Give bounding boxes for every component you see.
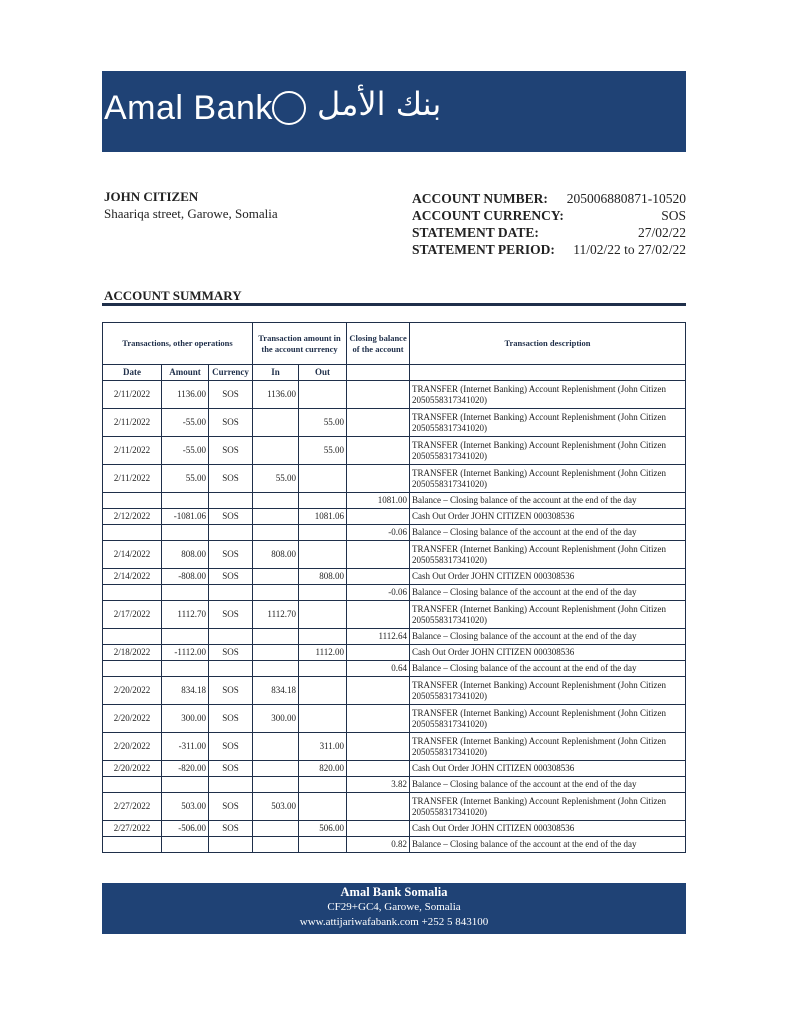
cell-amount: 1112.70 [162, 601, 209, 629]
cell-out [299, 629, 347, 645]
table-row [103, 777, 686, 793]
cell-closing-balance [347, 437, 410, 465]
cell-out [299, 777, 347, 793]
table-row [103, 677, 686, 705]
cell-in [253, 437, 299, 465]
table-row [103, 629, 686, 645]
cell-out [299, 677, 347, 705]
cell-amount: 503.00 [162, 793, 209, 821]
cell-amount: -808.00 [162, 569, 209, 585]
cell-currency: SOS [209, 409, 253, 437]
cell-closing-balance [347, 793, 410, 821]
cell-description: TRANSFER (Internet Banking) Account Replenishment (John Citizen 2050558317341020) [410, 437, 686, 465]
header-empty [347, 365, 410, 381]
cell-date [103, 661, 162, 677]
cell-date [103, 525, 162, 541]
cell-date: 2/27/2022 [103, 793, 162, 821]
cell-closing-balance: -0.06 [347, 585, 410, 601]
cell-currency: SOS [209, 677, 253, 705]
cell-closing-balance [347, 733, 410, 761]
cell-date: 2/11/2022 [103, 381, 162, 409]
cell-closing-balance [347, 509, 410, 525]
cell-out [299, 493, 347, 509]
cell-description: Cash Out Order JOHN CITIZEN 000308536 [410, 645, 686, 661]
cell-out: 55.00 [299, 437, 347, 465]
cell-closing-balance [347, 541, 410, 569]
table-row [103, 541, 686, 569]
table-row [103, 793, 686, 821]
cell-date: 2/11/2022 [103, 465, 162, 493]
cell-date [103, 837, 162, 853]
cell-amount: -820.00 [162, 761, 209, 777]
cell-currency: SOS [209, 761, 253, 777]
table-row [103, 661, 686, 677]
transactions-table [102, 322, 686, 853]
cell-currency: SOS [209, 437, 253, 465]
header-transactions: Transactions, other operations [103, 323, 253, 365]
cell-currency [209, 837, 253, 853]
cell-closing-balance [347, 821, 410, 837]
cell-closing-balance: 3.82 [347, 777, 410, 793]
table-row [103, 733, 686, 761]
cell-amount: 808.00 [162, 541, 209, 569]
cell-closing-balance [347, 601, 410, 629]
footer-title: Amal Bank Somalia [340, 885, 448, 899]
cell-description: TRANSFER (Internet Banking) Account Replenishment (John Citizen 2050558317341020) [410, 677, 686, 705]
cell-date: 2/14/2022 [103, 569, 162, 585]
cell-out [299, 793, 347, 821]
cell-out [299, 465, 347, 493]
cell-in [253, 585, 299, 601]
table-row [103, 761, 686, 777]
cell-in [253, 569, 299, 585]
statement-date-label: STATEMENT DATE: [412, 225, 539, 240]
header-empty [410, 365, 686, 381]
customer-name: JOHN CITIZEN [104, 189, 199, 204]
divider [102, 303, 686, 306]
table-row [103, 705, 686, 733]
cell-description: TRANSFER (Internet Banking) Account Replenishment (John Citizen 2050558317341020) [410, 733, 686, 761]
cell-date: 2/14/2022 [103, 541, 162, 569]
table-row [103, 465, 686, 493]
cell-amount [162, 777, 209, 793]
cell-description: Balance – Closing balance of the account at the end of the day [410, 629, 686, 645]
cell-amount [162, 585, 209, 601]
cell-date: 2/11/2022 [103, 437, 162, 465]
account-currency: SOS [661, 208, 686, 223]
header-in: In [253, 365, 299, 381]
cell-currency: SOS [209, 821, 253, 837]
cell-currency: SOS [209, 465, 253, 493]
cell-out [299, 381, 347, 409]
statement-date: 27/02/22 [637, 225, 686, 240]
cell-currency: SOS [209, 705, 253, 733]
cell-date: 2/20/2022 [103, 705, 162, 733]
cell-in [253, 777, 299, 793]
cell-currency: SOS [209, 509, 253, 525]
cell-in: 808.00 [253, 541, 299, 569]
cell-out [299, 705, 347, 733]
cell-date: 2/11/2022 [103, 409, 162, 437]
header-amount: Amount [162, 365, 209, 381]
cell-description: TRANSFER (Internet Banking) Account Replenishment (John Citizen 2050558317341020) [410, 409, 686, 437]
table-row [103, 569, 686, 585]
cell-date [103, 493, 162, 509]
cell-amount: -506.00 [162, 821, 209, 837]
cell-closing-balance: -0.06 [347, 525, 410, 541]
cell-description: Balance – Closing balance of the account at the end of the day [410, 585, 686, 601]
cell-amount [162, 493, 209, 509]
table-row [103, 509, 686, 525]
cell-currency: SOS [209, 793, 253, 821]
cell-description: TRANSFER (Internet Banking) Account Replenishment (John Citizen 2050558317341020) [410, 705, 686, 733]
header-currency: Currency [209, 365, 253, 381]
header-out: Out [299, 365, 347, 381]
cell-closing-balance [347, 381, 410, 409]
cell-out [299, 661, 347, 677]
table-row [103, 409, 686, 437]
cell-date: 2/27/2022 [103, 821, 162, 837]
cell-out [299, 601, 347, 629]
customer-address: Shaariqa street, Garowe, Somalia [104, 206, 278, 221]
cell-in: 1136.00 [253, 381, 299, 409]
cell-description: TRANSFER (Internet Banking) Account Replenishment (John Citizen 2050558317341020) [410, 541, 686, 569]
cell-amount: 300.00 [162, 705, 209, 733]
account-number: 205006880871-10520 [566, 191, 686, 206]
account-number-label: ACCOUNT NUMBER: [412, 191, 548, 206]
cell-closing-balance [347, 465, 410, 493]
header-description: Transaction description [410, 323, 686, 365]
footer [102, 883, 686, 934]
cell-date [103, 629, 162, 645]
cell-amount [162, 525, 209, 541]
cell-in [253, 661, 299, 677]
cell-out: 506.00 [299, 821, 347, 837]
header-closing-balance: Closing balance of the account [347, 323, 410, 365]
table-row [103, 601, 686, 629]
cell-amount: -1112.00 [162, 645, 209, 661]
account-info [412, 190, 686, 258]
cell-closing-balance: 0.64 [347, 661, 410, 677]
cell-amount: 55.00 [162, 465, 209, 493]
cell-currency [209, 777, 253, 793]
cell-description: Balance – Closing balance of the account at the end of the day [410, 493, 686, 509]
cell-closing-balance [347, 569, 410, 585]
cell-date [103, 585, 162, 601]
cell-amount [162, 661, 209, 677]
cell-date: 2/12/2022 [103, 509, 162, 525]
cell-description: Balance – Closing balance of the account at the end of the day [410, 525, 686, 541]
bank-emblem-icon [272, 91, 306, 125]
cell-out: 820.00 [299, 761, 347, 777]
cell-in [253, 645, 299, 661]
cell-description: Cash Out Order JOHN CITIZEN 000308536 [410, 821, 686, 837]
cell-description: Balance – Closing balance of the account at the end of the day [410, 661, 686, 677]
cell-description: Cash Out Order JOHN CITIZEN 000308536 [410, 569, 686, 585]
cell-amount: -311.00 [162, 733, 209, 761]
statement-period: 11/02/22 to 27/02/22 [573, 242, 686, 257]
cell-closing-balance: 1081.00 [347, 493, 410, 509]
table-row [103, 837, 686, 853]
cell-closing-balance [347, 645, 410, 661]
cell-amount [162, 629, 209, 645]
table-row [103, 585, 686, 601]
table-row [103, 437, 686, 465]
cell-description: TRANSFER (Internet Banking) Account Replenishment (John Citizen 2050558317341020) [410, 793, 686, 821]
cell-amount: -55.00 [162, 437, 209, 465]
cell-out [299, 837, 347, 853]
header-date: Date [103, 365, 162, 381]
cell-currency: SOS [209, 381, 253, 409]
cell-date: 2/20/2022 [103, 733, 162, 761]
cell-date: 2/20/2022 [103, 677, 162, 705]
cell-out [299, 585, 347, 601]
footer-contact: www.attijariwafabank.com +252 5 843100 [299, 916, 489, 928]
cell-description: TRANSFER (Internet Banking) Account Replenishment (John Citizen 2050558317341020) [410, 601, 686, 629]
cell-in: 300.00 [253, 705, 299, 733]
cell-closing-balance [347, 677, 410, 705]
cell-closing-balance [347, 409, 410, 437]
cell-amount: -55.00 [162, 409, 209, 437]
table-row [103, 525, 686, 541]
cell-currency [209, 493, 253, 509]
bank-logo-arabic: بنك الأمل [317, 85, 442, 123]
cell-date: 2/18/2022 [103, 645, 162, 661]
cell-currency: SOS [209, 645, 253, 661]
cell-in [253, 761, 299, 777]
cell-out: 311.00 [299, 733, 347, 761]
cell-out: 1081.06 [299, 509, 347, 525]
account-currency-label: ACCOUNT CURRENCY: [412, 208, 564, 223]
cell-currency: SOS [209, 569, 253, 585]
cell-closing-balance: 1112.64 [347, 629, 410, 645]
table-row [103, 381, 686, 409]
cell-in [253, 493, 299, 509]
header-amount-group: Transaction amount in the account currency [253, 323, 347, 365]
cell-description: Balance – Closing balance of the account at the end of the day [410, 837, 686, 853]
cell-in: 834.18 [253, 677, 299, 705]
cell-description: TRANSFER (Internet Banking) Account Replenishment (John Citizen 2050558317341020) [410, 381, 686, 409]
cell-closing-balance [347, 705, 410, 733]
cell-description: Cash Out Order JOHN CITIZEN 000308536 [410, 761, 686, 777]
footer-address: CF29+GC4, Garowe, Somalia [327, 901, 461, 913]
cell-currency: SOS [209, 541, 253, 569]
cell-in: 55.00 [253, 465, 299, 493]
cell-currency: SOS [209, 601, 253, 629]
cell-out: 808.00 [299, 569, 347, 585]
cell-in [253, 821, 299, 837]
cell-in [253, 733, 299, 761]
cell-in [253, 837, 299, 853]
cell-in [253, 525, 299, 541]
cell-amount: 834.18 [162, 677, 209, 705]
cell-description: Balance – Closing balance of the account at the end of the day [410, 777, 686, 793]
cell-in [253, 509, 299, 525]
cell-description: Cash Out Order JOHN CITIZEN 000308536 [410, 509, 686, 525]
cell-date: 2/20/2022 [103, 761, 162, 777]
table-row [103, 645, 686, 661]
table-row [103, 821, 686, 837]
cell-currency [209, 629, 253, 645]
cell-date: 2/17/2022 [103, 601, 162, 629]
cell-out [299, 525, 347, 541]
cell-currency [209, 525, 253, 541]
cell-out: 1112.00 [299, 645, 347, 661]
table-row [103, 493, 686, 509]
cell-description: TRANSFER (Internet Banking) Account Replenishment (John Citizen 2050558317341020) [410, 465, 686, 493]
cell-out [299, 541, 347, 569]
cell-amount: -1081.06 [162, 509, 209, 525]
customer-info [104, 188, 278, 222]
statement-period-label: STATEMENT PERIOD: [412, 242, 555, 257]
bank-logo-text: Amal Bank [104, 89, 273, 127]
cell-in [253, 409, 299, 437]
cell-in [253, 629, 299, 645]
cell-currency [209, 585, 253, 601]
cell-amount [162, 837, 209, 853]
cell-currency: SOS [209, 733, 253, 761]
cell-closing-balance [347, 761, 410, 777]
cell-in: 503.00 [253, 793, 299, 821]
cell-in: 1112.70 [253, 601, 299, 629]
cell-out: 55.00 [299, 409, 347, 437]
cell-closing-balance: 0.82 [347, 837, 410, 853]
header-banner [102, 71, 686, 152]
cell-amount: 1136.00 [162, 381, 209, 409]
cell-currency [209, 661, 253, 677]
cell-date [103, 777, 162, 793]
account-summary-title: ACCOUNT SUMMARY [104, 288, 242, 303]
